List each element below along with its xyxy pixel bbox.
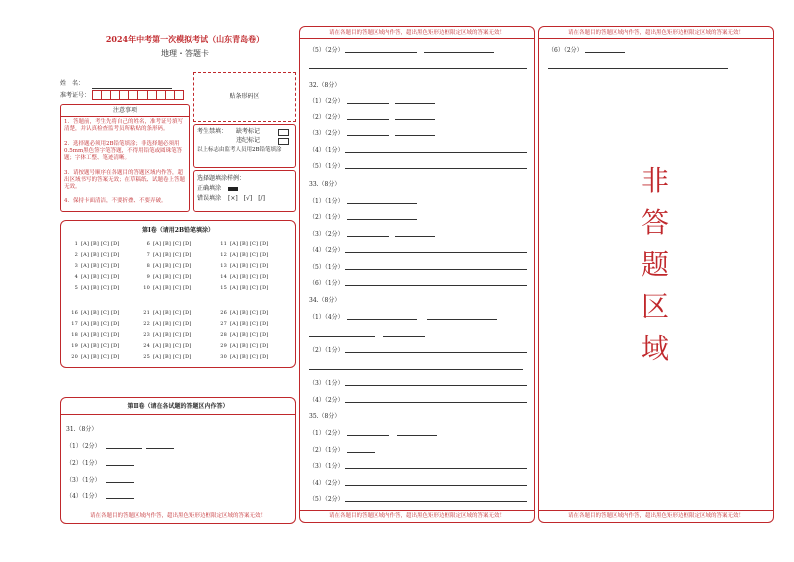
mc-options[interactable]: [A] [B] [C] [D]	[230, 310, 269, 316]
q31-3-label: （3）（1分）	[66, 477, 101, 484]
q32-5-label: （5）（1分）	[309, 163, 344, 170]
q34-6-label: （6）（2分）	[548, 47, 583, 54]
q35-3-answer[interactable]	[345, 468, 527, 469]
q34-1-answer-c[interactable]	[309, 336, 375, 337]
q34-1-answer-b[interactable]	[427, 319, 497, 320]
col2-top-warning: 请在各题目的答题区域内作答，超出黑色矩形边框限定区域的答案无效！	[328, 30, 505, 36]
mc-question-number: 24	[143, 343, 150, 349]
q33-3-answer-a[interactable]	[347, 236, 389, 237]
part2-title: 第Ⅱ卷（请在各试题的答题区内作答）	[127, 403, 229, 410]
q31-label: 31.（8分）	[66, 426, 98, 433]
mc-question-number: 10	[143, 285, 150, 291]
mc-question-number: 5	[74, 285, 78, 291]
violation-label: 违纪标记	[236, 137, 261, 144]
mc-options[interactable]: [A] [B] [C] [D]	[230, 252, 269, 258]
mc-question-number: 18	[71, 332, 78, 338]
mc-question-number: 11	[220, 241, 227, 247]
mc-options[interactable]: [A] [B] [C] [D]	[81, 354, 120, 360]
q33-5-answer[interactable]	[345, 269, 527, 270]
q31-5-answer-c[interactable]	[309, 68, 527, 69]
mc-question-number: 12	[220, 252, 227, 258]
q32-label: 32.（8分）	[309, 82, 341, 89]
col3-footer-warning: 请在各题目的答题区域内作答，超出黑色矩形边框限定区域的答案无效！	[567, 513, 744, 519]
exam-title: 2024年中考第一次模拟考试（山东青岛卷）	[105, 34, 265, 44]
q35-3-label: （3）（1分）	[309, 463, 344, 470]
mc-options[interactable]: [A] [B] [C] [D]	[230, 241, 269, 247]
absent-checkbox[interactable]	[278, 129, 289, 136]
mc-question-number: 9	[146, 274, 150, 280]
wrong-fill-marks: [×] [√] [/]	[228, 195, 265, 202]
q32-2-answer-a[interactable]	[347, 119, 389, 120]
notice-title: 注意事项	[112, 107, 137, 114]
mc-question-number: 27	[220, 321, 227, 327]
exam-no-boxes[interactable]	[92, 90, 184, 100]
q34-3-label: （3）（1分）	[309, 380, 344, 387]
q31-1-answer-a[interactable]	[106, 448, 142, 449]
mc-question-number: 28	[220, 332, 227, 338]
mc-options[interactable]: [A] [B] [C] [D]	[153, 241, 192, 247]
mc-question-number: 3	[74, 263, 78, 269]
mc-question-number: 30	[220, 354, 227, 360]
q34-6-answer-b[interactable]	[548, 68, 728, 69]
non-answer-char-3: 题	[640, 248, 669, 281]
q34-2-label: （2）（1分）	[309, 347, 344, 354]
mc-question-number: 22	[143, 321, 150, 327]
mc-question-number: 6	[146, 241, 150, 247]
mc-options[interactable]: [A] [B] [C] [D]	[230, 343, 269, 349]
mc-question-number: 19	[71, 343, 78, 349]
mc-options[interactable]: [A] [B] [C] [D]	[230, 354, 269, 360]
col2-footer-warning: 请在各题目的答题区域内作答，超出黑色矩形边框限定区域的答案无效！	[328, 513, 505, 519]
mc-options[interactable]: [A] [B] [C] [D]	[153, 263, 192, 269]
q32-1-answer-b[interactable]	[395, 103, 435, 104]
mc-options[interactable]: [A] [B] [C] [D]	[153, 332, 192, 338]
mc-options[interactable]: [A] [B] [C] [D]	[81, 263, 120, 269]
mc-question-number: 4	[74, 274, 78, 280]
q35-1-answer-b[interactable]	[397, 435, 437, 436]
mc-question-number: 8	[146, 263, 150, 269]
q31-5-answer-b[interactable]	[424, 52, 494, 53]
q31-2-label: （2）（1分）	[66, 460, 101, 467]
wrong-fill-label: 错误填涂	[197, 195, 222, 202]
name-line[interactable]	[92, 88, 172, 89]
q32-2-label: （2）（2分）	[309, 114, 344, 121]
mc-options[interactable]: [A] [B] [C] [D]	[81, 332, 120, 338]
mc-options[interactable]: [A] [B] [C] [D]	[81, 310, 120, 316]
q33-6-answer[interactable]	[345, 285, 527, 286]
mc-options[interactable]: [A] [B] [C] [D]	[81, 274, 120, 280]
mc-options[interactable]: [A] [B] [C] [D]	[153, 285, 192, 291]
q33-3-answer-b[interactable]	[395, 236, 435, 237]
q34-4-label: （4）（2分）	[309, 397, 344, 404]
mc-question-number: 14	[220, 274, 227, 280]
mc-options[interactable]: [A] [B] [C] [D]	[230, 332, 269, 338]
q33-1-answer[interactable]	[347, 203, 417, 204]
mc-question-number: 2	[74, 252, 78, 258]
q34-4-answer[interactable]	[345, 402, 527, 403]
q32-1-answer-a[interactable]	[347, 103, 389, 104]
q31-4-answer[interactable]	[106, 498, 134, 499]
q32-5-answer[interactable]	[345, 168, 527, 169]
q35-2-answer[interactable]	[347, 452, 375, 453]
mc-options[interactable]: [A] [B] [C] [D]	[153, 310, 192, 316]
q33-2-label: （2）（1分）	[309, 214, 344, 221]
q32-4-label: （4）（1分）	[309, 147, 344, 154]
mc-question-number: 25	[143, 354, 150, 360]
fill-sample-title: 选择题填涂样例：	[197, 175, 246, 182]
q31-3-answer[interactable]	[106, 482, 134, 483]
q31-2-answer[interactable]	[106, 465, 134, 466]
q32-2-answer-b[interactable]	[395, 119, 435, 120]
mc-options[interactable]: [A] [B] [C] [D]	[81, 252, 120, 258]
mc-question-number: 23	[143, 332, 150, 338]
correct-fill-mark	[228, 187, 238, 191]
q34-6-answer-a[interactable]	[585, 52, 625, 53]
q34-3-answer[interactable]	[345, 385, 527, 386]
non-answer-char-1: 非	[640, 164, 669, 197]
card-subtitle: 地理・答题卡	[161, 49, 209, 58]
exam-status-label: 考生禁填：	[197, 128, 228, 135]
q33-1-label: （1）（1分）	[309, 198, 344, 205]
notice-item-3: 3．请按题号顺序在各题目的答题区域内作答，超出区域书写的答案无效；在草稿纸、试题卷上答题无效。	[64, 170, 186, 190]
mc-question-number: 29	[220, 343, 227, 349]
mc-options[interactable]: [A] [B] [C] [D]	[230, 274, 269, 280]
mc-options[interactable]: [A] [B] [C] [D]	[81, 343, 120, 349]
q31-4-label: （4）（1分）	[66, 493, 101, 500]
q31-1-answer-b[interactable]	[146, 448, 174, 449]
q35-label: 35.（8分）	[309, 413, 341, 420]
exam-no-label: 准考证号：	[60, 92, 91, 99]
notice-item-4: 4．保持卡面清洁，不要折叠、不要弄破。	[64, 198, 167, 204]
q33-3-label: （3）（2分）	[309, 231, 344, 238]
q32-1-label: （1）（2分）	[309, 98, 344, 105]
absent-label: 缺考标记	[236, 128, 261, 135]
q33-label: 33.（8分）	[309, 181, 341, 188]
mc-question-number: 26	[220, 310, 227, 316]
mc-question-number: 17	[71, 321, 78, 327]
correct-fill-label: 正确填涂	[197, 185, 222, 192]
mc-options[interactable]: [A] [B] [C] [D]	[81, 285, 120, 291]
q35-5-answer[interactable]	[345, 501, 527, 502]
q32-3-label: （3）（2分）	[309, 130, 344, 137]
status-note: 以上标志由监考人员用2B铅笔填涂	[197, 147, 282, 153]
violation-checkbox[interactable]	[278, 138, 289, 145]
q33-2-answer[interactable]	[347, 219, 417, 220]
barcode-label: 贴条形码区	[229, 93, 260, 100]
mc-question-number: 1	[74, 241, 78, 247]
mc-question-number: 15	[220, 285, 227, 291]
mc-question-number: 16	[71, 310, 78, 316]
notice-item-1: 1．答题前，考生先将自己的姓名，准考证号填写清楚，并认真检查监考员所粘贴的条形码。	[64, 119, 184, 132]
q34-1-answer-a[interactable]	[347, 319, 417, 320]
q34-2-answer-b[interactable]	[309, 369, 523, 370]
q33-4-label: （4）（2分）	[309, 247, 344, 254]
q32-4-answer[interactable]	[345, 152, 527, 153]
q33-4-answer[interactable]	[345, 252, 527, 253]
q34-1-label: （1）（4分）	[309, 314, 344, 321]
q31-1-label: （1）（2分）	[66, 443, 101, 450]
non-answer-char-5: 域	[640, 332, 669, 365]
non-answer-area	[630, 160, 680, 370]
mc-question-number: 20	[71, 354, 78, 360]
mc-options[interactable]: [A] [B] [C] [D]	[81, 321, 120, 327]
q34-label: 34.（8分）	[309, 297, 341, 304]
non-answer-char-2: 答	[640, 206, 669, 239]
mc-options[interactable]: [A] [B] [C] [D]	[81, 241, 120, 247]
mc-options[interactable]: [A] [B] [C] [D]	[153, 252, 192, 258]
q33-6-label: （6）（1分）	[309, 280, 344, 287]
mc-options[interactable]: [A] [B] [C] [D]	[153, 343, 192, 349]
mc-options[interactable]: [A] [B] [C] [D]	[153, 354, 192, 360]
col1-footer-warning: 请在各题目的答题区域内作答，超出黑色矩形边框限定区域的答案无效！	[89, 513, 266, 519]
q35-1-answer-a[interactable]	[347, 435, 389, 436]
notice-item-2: 2．选择题必须用2B铅笔填涂；非选择题必须用0.5mm黑色签字笔答题，不得用铅笔或圆珠笔答题；字体工整、笔迹清晰。	[64, 141, 183, 161]
q35-5-label: （5）（2分）	[309, 496, 344, 503]
mc-question-number: 21	[143, 310, 150, 316]
mc-options[interactable]: [A] [B] [C] [D]	[153, 274, 192, 280]
part1-title: 第Ⅰ卷（请用2B铅笔填涂）	[141, 227, 215, 234]
mc-options[interactable]: [A] [B] [C] [D]	[230, 263, 269, 269]
q35-4-label: （4）（2分）	[309, 480, 344, 487]
non-answer-char-4: 区	[640, 290, 669, 323]
q34-2-answer-a[interactable]	[345, 352, 527, 353]
q35-4-answer[interactable]	[345, 485, 527, 486]
mc-options[interactable]: [A] [B] [C] [D]	[230, 321, 269, 327]
mc-question-number: 13	[220, 263, 227, 269]
q31-5-answer-a[interactable]	[345, 52, 417, 53]
q33-5-label: （5）（1分）	[309, 264, 344, 271]
col3-top-warning: 请在各题目的答题区域内作答，超出黑色矩形边框限定区域的答案无效！	[567, 30, 744, 36]
q32-3-answer-b[interactable]	[395, 135, 435, 136]
mc-options[interactable]: [A] [B] [C] [D]	[153, 321, 192, 327]
q31-5-label: （5）（2分）	[309, 47, 344, 54]
q34-1-answer-d[interactable]	[383, 336, 425, 337]
mc-options[interactable]: [A] [B] [C] [D]	[230, 285, 269, 291]
q32-3-answer-a[interactable]	[347, 135, 389, 136]
q35-1-label: （1）（2分）	[309, 430, 344, 437]
name-label: 姓 名：	[60, 80, 85, 87]
mc-question-number: 7	[146, 252, 150, 258]
q35-2-label: （2）（1分）	[309, 447, 344, 454]
